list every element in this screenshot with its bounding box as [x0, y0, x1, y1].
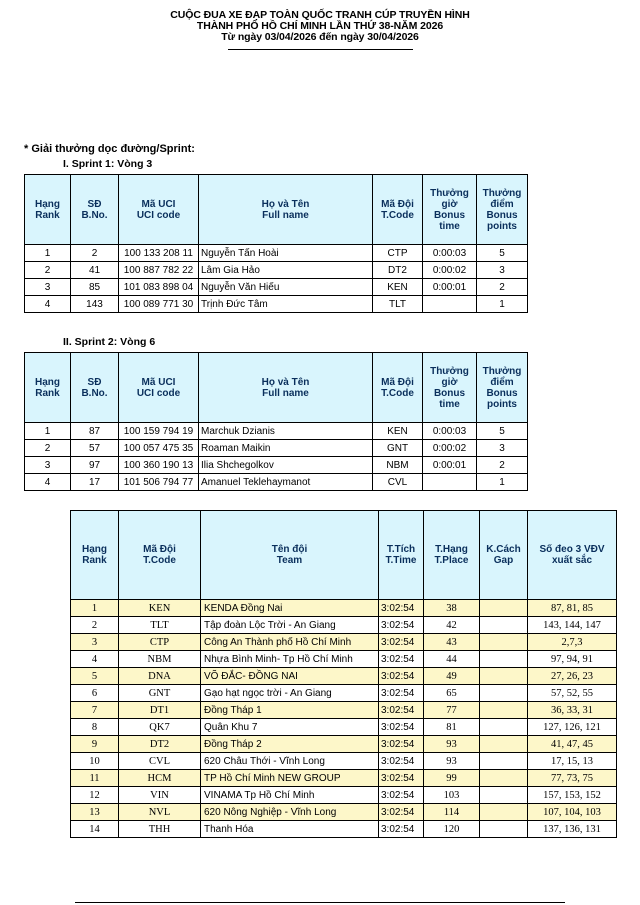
- table-cell: 100 057 475 35: [119, 440, 199, 457]
- table-cell: [480, 719, 528, 736]
- table-cell: 3:02:54: [379, 770, 424, 787]
- table-cell: 143: [71, 296, 119, 313]
- table-cell: 620 Nông Nghiệp - Vĩnh Long: [201, 804, 379, 821]
- table-cell: CTP: [373, 245, 423, 262]
- table-cell: 4: [25, 474, 71, 491]
- col-team-place-header: T.Hạng T.Place: [424, 511, 480, 600]
- table-cell: NVL: [119, 804, 201, 821]
- table-cell: 3:02:54: [379, 804, 424, 821]
- table-cell: HCM: [119, 770, 201, 787]
- table-cell: 157, 153, 152: [528, 787, 617, 804]
- col-name-header: Họ và Tên Full name: [199, 175, 373, 245]
- table-cell: [480, 600, 528, 617]
- table-row: [25, 279, 528, 296]
- table-cell: NBM: [119, 651, 201, 668]
- table-cell: DT2: [373, 262, 423, 279]
- table-cell: 101 083 898 04: [119, 279, 199, 296]
- table-cell: 85: [71, 279, 119, 296]
- table-cell: [480, 685, 528, 702]
- table-cell: NBM: [373, 457, 423, 474]
- table-cell: [480, 617, 528, 634]
- table-cell: 143, 144, 147: [528, 617, 617, 634]
- col-rank-header: Hạng Rank: [25, 353, 71, 423]
- header-divider: [228, 49, 413, 50]
- col-team-bibs-header: Số đeo 3 VĐV xuất sắc: [528, 511, 617, 600]
- table-cell: 3:02:54: [379, 702, 424, 719]
- table-cell: 3:02:54: [379, 600, 424, 617]
- table-cell: [480, 821, 528, 838]
- table-cell: 42: [424, 617, 480, 634]
- table-cell: 8: [71, 719, 119, 736]
- table-cell: 1: [71, 600, 119, 617]
- table-cell: Đồng Tháp 2: [201, 736, 379, 753]
- table-cell: 120: [424, 821, 480, 838]
- sprint1-table: [24, 174, 528, 313]
- table-cell: [423, 296, 477, 313]
- col-bonus-time-header: Thưởng giờ Bonus time: [423, 353, 477, 423]
- table-cell: 2: [477, 457, 528, 474]
- table-row: [25, 296, 528, 313]
- sprint2-header-row: [25, 353, 528, 423]
- table-cell: 65: [424, 685, 480, 702]
- table-cell: 2: [25, 440, 71, 457]
- table-cell: 5: [71, 668, 119, 685]
- table-cell: 10: [71, 753, 119, 770]
- table-cell: 57, 52, 55: [528, 685, 617, 702]
- table-cell: 3:02:54: [379, 821, 424, 838]
- table-cell: 101 506 794 77: [119, 474, 199, 491]
- col-rank-header: Hạng Rank: [25, 175, 71, 245]
- table-cell: CTP: [119, 634, 201, 651]
- table-cell: DT1: [119, 702, 201, 719]
- table-cell: Nguyễn Tấn Hoài: [199, 245, 373, 262]
- table-cell: 27, 26, 23: [528, 668, 617, 685]
- table-cell: 3:02:54: [379, 787, 424, 804]
- table-cell: 9: [71, 736, 119, 753]
- table-row: [25, 245, 528, 262]
- table-cell: 3: [477, 262, 528, 279]
- table-row: [25, 457, 528, 474]
- header-title-line1: CUỘC ĐUA XE ĐẠP TOÀN QUỐC TRANH CÚP TRUYỀN HÌNH: [170, 9, 470, 21]
- table-cell: 0:00:03: [423, 245, 477, 262]
- table-cell: 93: [424, 736, 480, 753]
- team-row: [71, 821, 617, 838]
- table-cell: [480, 668, 528, 685]
- table-cell: Amanuel Teklehaymanot: [199, 474, 373, 491]
- col-bonus-points-header: Thưởng điểm Bonus points: [477, 175, 528, 245]
- team-row: [71, 668, 617, 685]
- table-cell: 0:00:02: [423, 440, 477, 457]
- table-cell: 3: [25, 279, 71, 296]
- table-cell: Nguyễn Văn Hiếu: [199, 279, 373, 296]
- col-bonus-time-header: Thưởng giờ Bonus time: [423, 175, 477, 245]
- table-cell: 17: [71, 474, 119, 491]
- sprint2-table: [24, 352, 528, 491]
- table-cell: [480, 651, 528, 668]
- col-team-name-header: Tên đội Team: [201, 511, 379, 600]
- col-uci-header: Mã UCI UCI code: [119, 175, 199, 245]
- table-row: [25, 440, 528, 457]
- table-cell: 2,7,3: [528, 634, 617, 651]
- col-bib-header: SĐ B.No.: [71, 353, 119, 423]
- table-cell: [423, 474, 477, 491]
- team-row: [71, 804, 617, 821]
- table-cell: 99: [424, 770, 480, 787]
- table-cell: Đồng Tháp 1: [201, 702, 379, 719]
- table-row: [25, 262, 528, 279]
- table-cell: [480, 770, 528, 787]
- table-cell: DT2: [119, 736, 201, 753]
- table-cell: 43: [424, 634, 480, 651]
- table-cell: DNA: [119, 668, 201, 685]
- table-cell: 5: [477, 423, 528, 440]
- table-cell: 6: [71, 685, 119, 702]
- table-cell: Thanh Hóa: [201, 821, 379, 838]
- col-team-header: Mã Đội T.Code: [373, 353, 423, 423]
- table-cell: 103: [424, 787, 480, 804]
- table-cell: CVL: [373, 474, 423, 491]
- table-cell: 127, 126, 121: [528, 719, 617, 736]
- table-cell: 3:02:54: [379, 753, 424, 770]
- table-cell: 81: [424, 719, 480, 736]
- table-cell: VIN: [119, 787, 201, 804]
- table-cell: Trịnh Đức Tâm: [199, 296, 373, 313]
- sprint1-title: I. Sprint 1: Vòng 3: [63, 158, 153, 170]
- team-row: [71, 600, 617, 617]
- team-row: [71, 702, 617, 719]
- team-row: [71, 736, 617, 753]
- table-cell: 97: [71, 457, 119, 474]
- col-team-header: Mã Đội T.Code: [373, 175, 423, 245]
- table-cell: 100 360 190 13: [119, 457, 199, 474]
- col-name-header: Họ và Tên Full name: [199, 353, 373, 423]
- table-cell: CVL: [119, 753, 201, 770]
- table-cell: 107, 104, 103: [528, 804, 617, 821]
- team-row: [71, 787, 617, 804]
- table-cell: 3:02:54: [379, 651, 424, 668]
- table-cell: 77, 73, 75: [528, 770, 617, 787]
- table-cell: TP Hồ Chí Minh NEW GROUP: [201, 770, 379, 787]
- table-cell: 97, 94, 91: [528, 651, 617, 668]
- table-cell: 4: [25, 296, 71, 313]
- table-cell: KEN: [373, 423, 423, 440]
- table-cell: 87, 81, 85: [528, 600, 617, 617]
- table-cell: 2: [71, 617, 119, 634]
- table-cell: Marchuk Dzianis: [199, 423, 373, 440]
- table-cell: KEN: [119, 600, 201, 617]
- team-row: [71, 617, 617, 634]
- table-cell: [480, 702, 528, 719]
- table-cell: 1: [25, 423, 71, 440]
- team-row: [71, 770, 617, 787]
- table-cell: 93: [424, 753, 480, 770]
- table-cell: 57: [71, 440, 119, 457]
- table-cell: 77: [424, 702, 480, 719]
- table-cell: 114: [424, 804, 480, 821]
- table-cell: GNT: [119, 685, 201, 702]
- table-cell: THH: [119, 821, 201, 838]
- table-cell: 2: [71, 245, 119, 262]
- table-cell: 1: [25, 245, 71, 262]
- table-cell: [480, 736, 528, 753]
- table-cell: QK7: [119, 719, 201, 736]
- team-row: [71, 651, 617, 668]
- team-row: [71, 719, 617, 736]
- table-cell: 3:02:54: [379, 617, 424, 634]
- footer-divider: [75, 902, 565, 903]
- team-header-row: [71, 511, 617, 600]
- table-cell: 11: [71, 770, 119, 787]
- table-cell: [480, 753, 528, 770]
- table-cell: 1: [477, 474, 528, 491]
- table-cell: 5: [477, 245, 528, 262]
- table-cell: [480, 634, 528, 651]
- table-cell: 2: [477, 279, 528, 296]
- table-cell: KEN: [373, 279, 423, 296]
- table-cell: 1: [477, 296, 528, 313]
- table-cell: Gạo hạt ngọc trời - An Giang: [201, 685, 379, 702]
- col-team-rank-header: Hạng Rank: [71, 511, 119, 600]
- table-cell: 3:02:54: [379, 685, 424, 702]
- table-cell: GNT: [373, 440, 423, 457]
- table-cell: 44: [424, 651, 480, 668]
- table-row: [25, 474, 528, 491]
- table-cell: Ilia Shchegolkov: [199, 457, 373, 474]
- team-row: [71, 634, 617, 651]
- table-cell: Tập đoàn Lộc Trời - An Giang: [201, 617, 379, 634]
- table-cell: 3:02:54: [379, 634, 424, 651]
- col-team-code-header: Mã Đội T.Code: [119, 511, 201, 600]
- table-cell: 0:00:03: [423, 423, 477, 440]
- table-cell: 137, 136, 131: [528, 821, 617, 838]
- table-cell: 2: [25, 262, 71, 279]
- table-cell: 41, 47, 45: [528, 736, 617, 753]
- table-cell: 3: [477, 440, 528, 457]
- table-cell: TLT: [119, 617, 201, 634]
- table-cell: 13: [71, 804, 119, 821]
- table-row: [25, 423, 528, 440]
- table-cell: 17, 15, 13: [528, 753, 617, 770]
- table-cell: 87: [71, 423, 119, 440]
- table-cell: Roaman Maikin: [199, 440, 373, 457]
- table-cell: 4: [71, 651, 119, 668]
- table-cell: Quân Khu 7: [201, 719, 379, 736]
- table-cell: 41: [71, 262, 119, 279]
- table-cell: Nhựa Bình Minh- Tp Hồ Chí Minh: [201, 651, 379, 668]
- table-cell: 100 159 794 19: [119, 423, 199, 440]
- table-cell: VÕ ĐẮC- ĐỒNG NAI: [201, 668, 379, 685]
- col-team-gap-header: K.Cách Gap: [480, 511, 528, 600]
- table-cell: TLT: [373, 296, 423, 313]
- document-header: [0, 10, 640, 50]
- col-bib-header: SĐ B.No.: [71, 175, 119, 245]
- table-cell: Công An Thành phố Hồ Chí Minh: [201, 634, 379, 651]
- sprint2-title: II. Sprint 2: Vòng 6: [63, 336, 156, 348]
- table-cell: 0:00:01: [423, 457, 477, 474]
- team-row: [71, 753, 617, 770]
- table-cell: [480, 787, 528, 804]
- col-team-time-header: T.Tích T.Time: [379, 511, 424, 600]
- table-cell: 7: [71, 702, 119, 719]
- table-cell: 0:00:01: [423, 279, 477, 296]
- sprint-section-title: * Giải thưởng dọc đường/Sprint:: [24, 143, 195, 155]
- table-cell: 38: [424, 600, 480, 617]
- table-cell: VINAMA Tp Hồ Chí Minh: [201, 787, 379, 804]
- table-cell: 0:00:02: [423, 262, 477, 279]
- header-title-line2: THÀNH PHỐ HỒ CHÍ MINH LẦN THỨ 38-NĂM 2026: [196, 20, 444, 32]
- table-cell: 100 133 208 11: [119, 245, 199, 262]
- table-cell: Lâm Gia Hảo: [199, 262, 373, 279]
- sprint1-header-row: [25, 175, 528, 245]
- table-cell: KENDA Đồng Nai: [201, 600, 379, 617]
- table-cell: 36, 33, 31: [528, 702, 617, 719]
- team-classification-table: [70, 510, 617, 838]
- table-cell: 100 089 771 30: [119, 296, 199, 313]
- table-cell: 3:02:54: [379, 668, 424, 685]
- table-cell: 3:02:54: [379, 736, 424, 753]
- table-cell: 14: [71, 821, 119, 838]
- table-cell: 49: [424, 668, 480, 685]
- team-row: [71, 685, 617, 702]
- table-cell: 12: [71, 787, 119, 804]
- table-cell: 3: [25, 457, 71, 474]
- table-cell: 620 Châu Thới - Vĩnh Long: [201, 753, 379, 770]
- table-cell: 100 887 782 22: [119, 262, 199, 279]
- col-bonus-points-header: Thưởng điểm Bonus points: [477, 353, 528, 423]
- table-cell: 3:02:54: [379, 719, 424, 736]
- table-cell: 3: [71, 634, 119, 651]
- header-date-range: Từ ngày 03/04/2026 đến ngày 30/04/2026: [221, 31, 419, 43]
- table-cell: [480, 804, 528, 821]
- col-uci-header: Mã UCI UCI code: [119, 353, 199, 423]
